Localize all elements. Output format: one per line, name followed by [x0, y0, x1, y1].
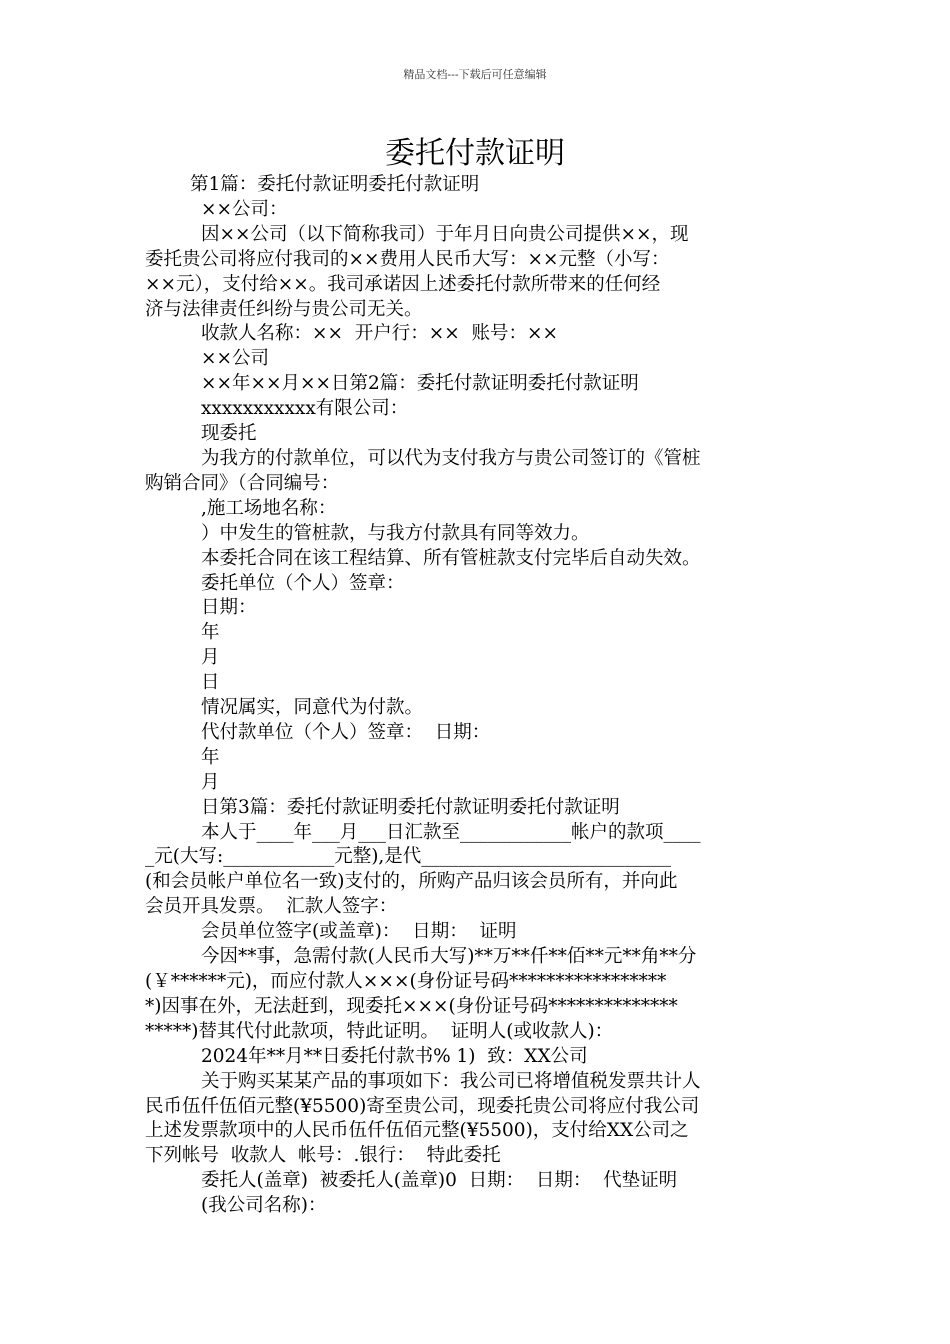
text-line: 2024年**月**日委托付款书% 1) 致：XX公司 [201, 1045, 588, 1067]
text-line: 年 [201, 622, 220, 644]
text-line: (￥******元)，而应付款人×××(身份证号码***************** [145, 971, 667, 992]
text-line: 本委托合同在该工程结算、所有管桩款支付完毕后自动失效。 [201, 547, 701, 569]
text-line: 年 [201, 746, 220, 768]
text-line: 委托人(盖章) 被委托人(盖章)0 日期： 日期： 代垫证明 [201, 1170, 678, 1192]
text-line: 日期： [201, 597, 257, 619]
text-line: 本人于____年___月___日汇款至____________帐户的款项____ [201, 821, 701, 843]
text-line: *****)替其代付此款项，特此证明。 证明人(或收款人)： [145, 1020, 614, 1042]
text-line: (我公司名称)： [201, 1195, 327, 1217]
text-line: 月 [201, 771, 220, 793]
document-body [145, 173, 810, 1219]
text-line: 下列帐号 收款人 帐号：.银行： 特此委托 [145, 1145, 501, 1167]
text-line: ××年××月××日第2篇：委托付款证明委托付款证明 [201, 373, 639, 395]
text-line: 会员开具发票。 汇款人签字： [145, 896, 398, 918]
text-line: 现委托 [201, 423, 257, 445]
text-line: 民币伍仟伍佰元整(¥5500)寄至贵公司，现委托贵公司将应付我公司 [145, 1095, 700, 1117]
text-line: 情况属实，同意代为付款。 [201, 697, 424, 719]
text-line: (和会员帐户单位名一致)支付的，所购产品归该会员所有，并向此 [145, 871, 678, 893]
text-line: ）中发生的管桩款，与我方付款具有同等效力。 [201, 522, 590, 544]
document-title: 委托付款证明 [385, 136, 565, 171]
text-line: 收款人名称：×× 开户行：×× 账号：×× [201, 323, 559, 345]
text-line: 委托贵公司将应付我司的××费用人民币大写：××元整（小写： [145, 248, 670, 270]
page-header: 精品文档---下载后可任意编辑 [403, 68, 547, 81]
text-line: 代付款单位（个人）签章： 日期： [201, 721, 491, 743]
text-line: ××元），支付给××。我司承诺因上述委托付款所带来的任何经 [145, 273, 661, 295]
text-line: xxxxxxxxxxx有限公司： [201, 398, 409, 420]
text-line: *)因事在外，无法赶到，现委托×××(身份证号码************** [145, 995, 678, 1017]
text-line: 委托单位（个人）签章： [201, 572, 405, 594]
text-line: 上述发票款项中的人民币伍仟伍佰元整(¥5500)，支付给XX公司之 [145, 1120, 689, 1142]
text-line: ,施工场地名称： [201, 497, 337, 519]
text-line: 济与法律责任纠纷与贵公司无关。 [145, 298, 423, 320]
text-line: 会员单位签字(或盖章)： 日期： 证明 [201, 921, 517, 943]
text-line: 日 [201, 672, 220, 694]
text-line: ××公司： [201, 198, 288, 220]
text-line: 月 [201, 647, 220, 669]
text-line: ××公司 [201, 348, 270, 370]
text-line: 关于购买某某产品的事项如下：我公司已将增值税发票共计人 [201, 1070, 701, 1092]
text-line: 购销合同》（合同编号： [145, 472, 340, 494]
text-line: 为我方的付款单位，可以代为支付我方与贵公司签订的《管桩 [201, 447, 701, 469]
text-line: 因××公司（以下简称我司）于年月日向贵公司提供××，现 [201, 223, 689, 245]
text-line: 第1篇：委托付款证明委托付款证明 [190, 174, 480, 195]
text-line: 日第3篇：委托付款证明委托付款证明委托付款证明 [201, 796, 620, 818]
text-line: 今因**事，急需付款(人民币大写)**万**仟**佰**元**角**分 [201, 946, 697, 968]
text-line: _元(大写:____________元整),是代___________________________ [145, 846, 672, 868]
